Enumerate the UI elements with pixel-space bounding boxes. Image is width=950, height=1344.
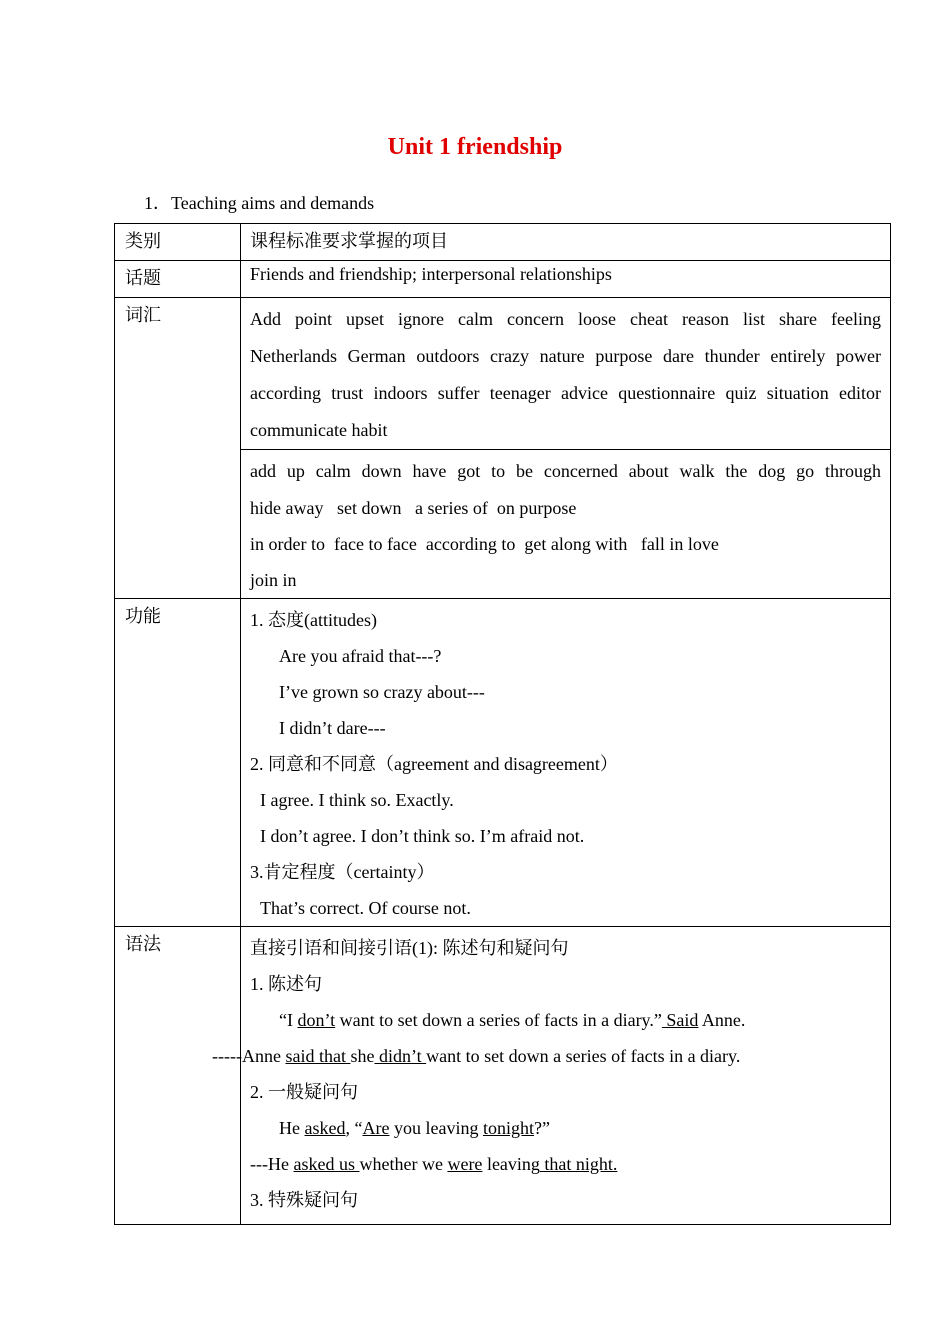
text-run: leaving (482, 1154, 540, 1174)
phrase-line: in order to face to face according to get along with fall in love (250, 534, 719, 554)
vocab-line: communicate habit (250, 420, 388, 440)
grammar-cell (212, 927, 891, 1225)
text-run: Anne. (698, 1010, 746, 1030)
table-row-vocabulary-words (115, 298, 891, 450)
underlined-word: tonight (482, 1118, 534, 1138)
category-cell: 语法 (115, 927, 241, 1225)
example-sentence (250, 1110, 881, 1146)
underlined-word: Are (362, 1118, 390, 1138)
vocabulary-words-cell (241, 298, 891, 450)
table-row-topic (115, 261, 891, 298)
category-cell: 功能 (115, 599, 241, 927)
text-run: -----Anne (212, 1046, 286, 1066)
function-line: I don’t agree. I don’t think so. I’m afraid not. (260, 826, 585, 846)
underlined-word: were (447, 1154, 483, 1174)
text-run: whether we (359, 1154, 448, 1174)
text-run: you leaving (389, 1118, 483, 1138)
function-cell (241, 599, 891, 927)
content-cell: 课程标准要求掌握的项目 (241, 224, 891, 261)
underlined-word: Said (661, 1010, 699, 1030)
document-title: Unit 1 friendship (387, 134, 563, 160)
content-cell: Friends and friendship; interpersonal relationships (241, 261, 891, 298)
text-run: ---He (250, 1154, 294, 1174)
phrase-line: join in (250, 570, 297, 590)
example-sentence (212, 1038, 881, 1074)
function-line: 3.肯定程度（certainty） (250, 862, 435, 882)
function-line: I didn’t dare--- (279, 718, 386, 738)
underlined-word: asked us (293, 1154, 360, 1174)
teaching-aims-table (114, 223, 891, 1225)
underlined-word: don’t (297, 1010, 336, 1030)
table-row-header (115, 224, 891, 261)
function-line: 1. 态度(attitudes) (250, 610, 377, 630)
table-row-function (115, 599, 891, 927)
example-sentence (250, 1002, 881, 1038)
category-cell: 话题 (115, 261, 241, 298)
function-line: That’s correct. Of course not. (260, 898, 471, 918)
grammar-item: 2. 一般疑问句 (250, 1082, 358, 1102)
grammar-item: 1. 陈述句 (250, 974, 322, 994)
vocab-line: Add point upset ignore calm concern loose cheat reason list share feeling (250, 309, 881, 329)
function-line: I’ve grown so crazy about--- (279, 682, 485, 702)
underlined-word: asked (304, 1118, 346, 1138)
text-run: He (279, 1118, 305, 1138)
category-cell: 类别 (115, 224, 241, 261)
grammar-item: 3. 特殊疑问句 (250, 1190, 358, 1210)
category-cell: 词汇 (115, 298, 241, 599)
text-run: ?” (533, 1118, 550, 1138)
grammar-heading: 直接引语和间接引语(1): 陈述句和疑问句 (250, 938, 569, 958)
text-run: want to set down a series of facts in a diary. (426, 1046, 741, 1066)
underlined-word: didn’t (374, 1046, 427, 1066)
text-run: she (350, 1046, 375, 1066)
vocab-line: according trust indoors suffer teenager advice questionnaire quiz situation editor (250, 383, 881, 403)
vocabulary-phrases-cell (241, 450, 891, 599)
text-run: , “ (345, 1118, 363, 1138)
table-row-grammar (115, 927, 891, 1225)
function-line: Are you afraid that---? (279, 646, 442, 666)
phrase-line: hide away set down a series of on purpose (250, 498, 577, 518)
text-run: “I (279, 1010, 298, 1030)
vocab-line: Netherlands German outdoors crazy nature purpose dare thunder entirely power (250, 346, 881, 366)
underlined-word: said that (285, 1046, 351, 1066)
section-heading: 1．Teaching aims and demands (144, 193, 375, 213)
underlined-word: that night. (539, 1154, 618, 1174)
function-line: I agree. I think so. Exactly. (260, 790, 454, 810)
phrase-line: add up calm down have got to be concerned about walk the dog go through (250, 461, 881, 481)
text-run: want to set down a series of facts in a diary.” (335, 1010, 662, 1030)
function-line: 2. 同意和不同意（agreement and disagreement） (250, 754, 618, 774)
example-sentence (250, 1146, 881, 1182)
